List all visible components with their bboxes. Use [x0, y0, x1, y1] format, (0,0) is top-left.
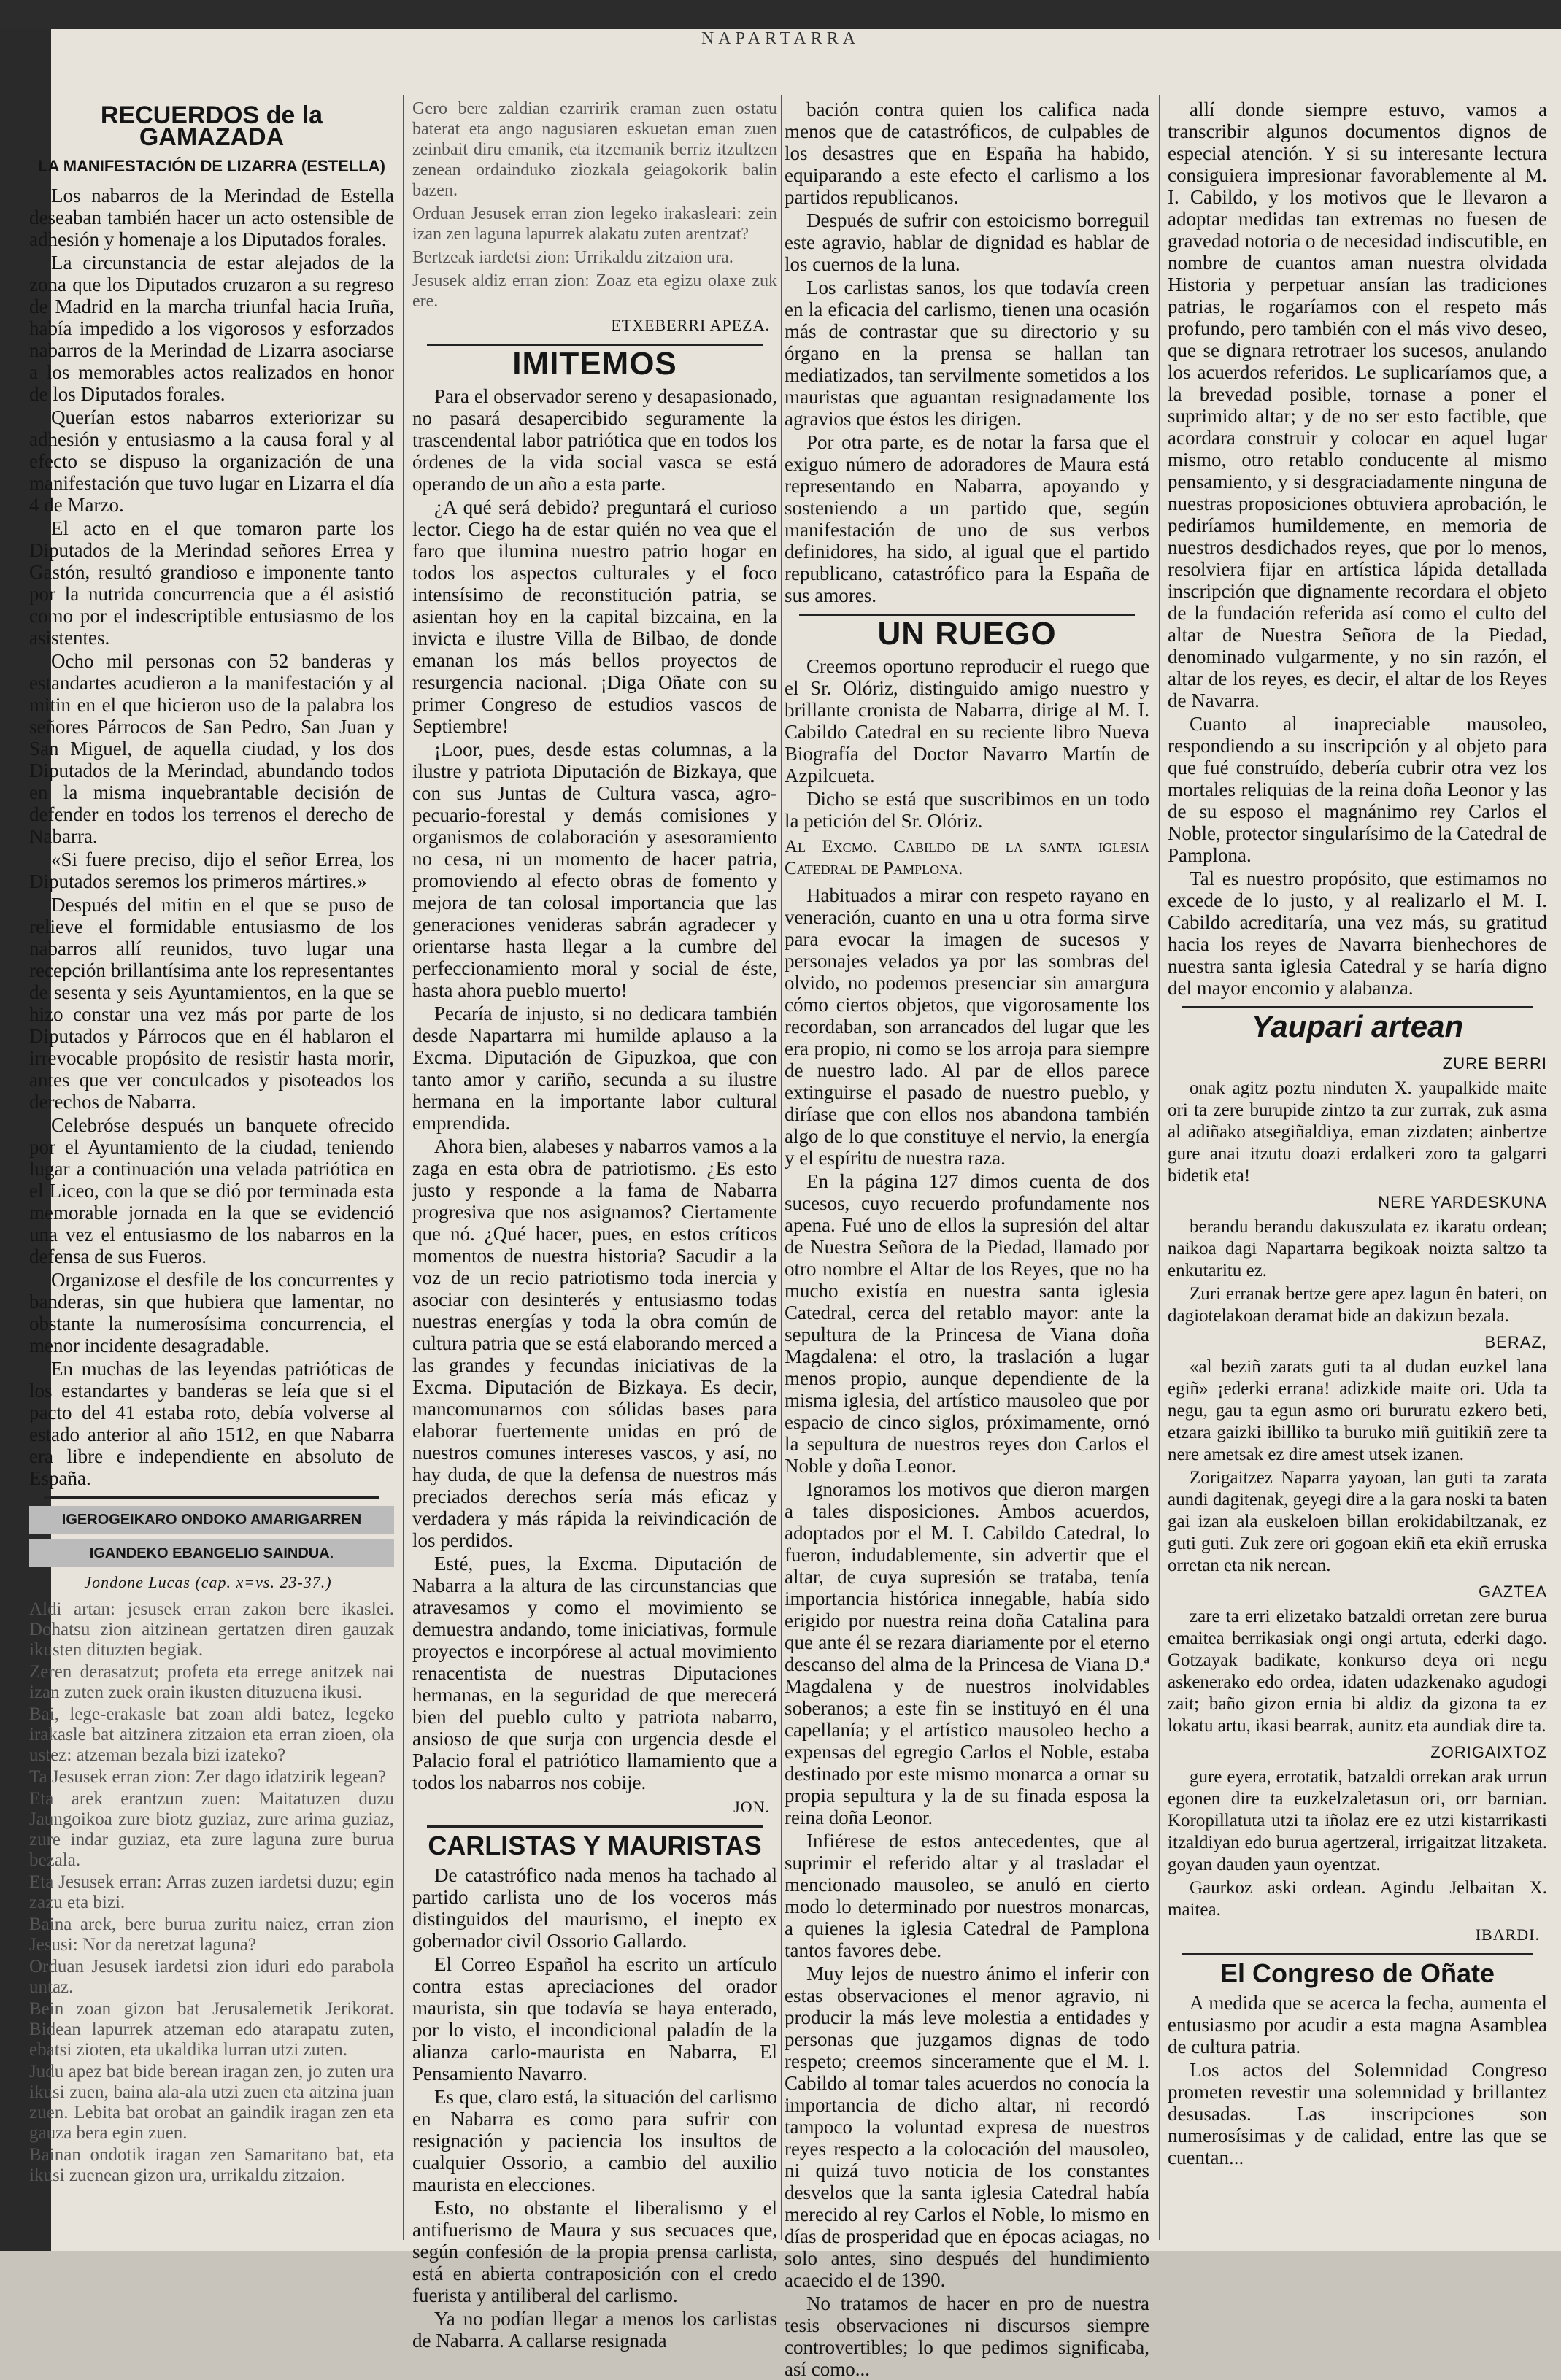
- paragraph: gure eyera, errotatik, batzaldi orrekan arak urrun egonen dire ta euzkelzaletasun ori, orr barnian. Koropillatuta utzi ta iñolaz ere ez utzi kistarrikasti itzaldiyan edo burua agertzeral, irrigaitzat litzaketa. goyan dauden yaun oyentzat.: [1168, 1767, 1547, 1874]
- paragraph: Dicho se está que suscribimos en un todo la petición del Sr. Olóriz.: [785, 788, 1149, 832]
- paragraph: Celebróse después un banquete ofrecido por el Ayuntamiento de la ciudad, teniendo lugar a continuación una velada patriótica en el Liceo, con la que se dió por terminada esta memorable jornada en la que se evidenció una vez el entusiasmo de los nabarros en la defensa de sus Fueros.: [29, 1114, 394, 1267]
- paragraph: Ahora bien, alabeses y nabarros vamos a la zaga en esta obra de patriotismo. ¿Es esto justo y responde a la fama de Nabarra progresiva que nos asignamos? Ciertamente que nó. ¿Qué hacer, pues, en estos críticos momentos de nuestra historia? Sacudir a la voz de un recio patriotismo toda inercia y asociar con desinterés y entusiasmo todas nuestras energías y toda la obra común de cultura patria que se está elaborando merced a las grandes y fecundas iniciativas de la Excma. Diputación de Bizkaya. Es decir, mancomunarnos con sólidas bases para elaborar fuertemente unidas en pró de nuestros comunes intereses vascos, y así, no hay duda, de que la defensa de nuestros más preciados derechos sería más eficaz y verdadera y más rápida la reivindicación de los perdidos.: [412, 1135, 777, 1551]
- paragraph: Organizose el desfile de los concurrentes y banderas, sin que hubiera que lamentar, no obstante la numerosísima concurrencia, el menor incidente desagradable.: [29, 1269, 394, 1356]
- paragraph: El Correo Español ha escrito un artículo contra estas apreciaciones del orador maurista, sin que todavía se haya enterado, por lo visto, el incondicional paladín de la alianza carlo-maurista en Nabarra, El Pensamiento Navarro.: [412, 1953, 777, 2085]
- column-divider: [1159, 95, 1160, 2240]
- ruego-continuation: [1168, 98, 1547, 999]
- paragraph: Los nabarros de la Merindad de Estella deseaban también hacer un acto ostensible de adhesión y homenaje a los Diputados forales.: [29, 185, 394, 250]
- imitemos-signature: JON.: [733, 1798, 770, 1816]
- paragraph: ¿A qué será debido? preguntará el curioso lector. Ciego ha de estar quién no vea que el faro que ilumina nuestro patrio hogar en todos los aspectos culturales y el foco intensísimo de reconstitución patria, se asientan hoy en la capital bizcaina, en la invicta e ilustre Villa de Bilbao, de donde emanan los más bellos proyectos de resurgencia nacional. ¡Diga Oñate con su primer Congreso de estudios vascos de Septiembre!: [412, 496, 777, 737]
- paragraph: Después de sufrir con estoicismo borreguil este agravio, hablar de dignidad es hablar de los cuernos de la luna.: [785, 209, 1149, 275]
- paragraph: Muy lejos de nuestro ánimo el inferir con estas observaciones el menor agravio, ni producir la más leve molestia a entidades y personas que juzgamos dignas de todo respeto; creemos sinceramente que el M. I. Cabildo al tomar tales acuerdos no conocía la importancia de dicho altar, ni recordó tampoco la voluntad expresa de nuestros reyes respecto a la colocación del mausoleo, ni quizá tuvo noticia de los constantes desvelos que la santa iglesia Catedral había merecido al rey Carlos el Noble, lo mismo en días de prosperidad que en épocas aciagas, no solo antes, sino después del hundimiento acaecido el de 1390.: [785, 1963, 1149, 2291]
- column-4: [1168, 98, 1547, 2240]
- separator-rule: [1182, 1006, 1533, 1008]
- column-1: [29, 98, 394, 2240]
- column-3: [785, 98, 1149, 2380]
- letter-heading: NERE YARDESKUNA: [1378, 1193, 1547, 1211]
- paragraph: allí donde siempre estuvo, vamos a transcribir algunos documentos dignos de especial atención. Y si su interesante lectura consiguiera impresionar favorablemente al M. I. Cabildo, y los motivos que le llevaron a adoptar medidas tan extremas no fuesen de gravedad notoria o de necesidad indiscutible, en nombre de cuantos aman nuestra olvidada Historia y perpetuar ansían las tradiciones patrias, le rogaríamos con el respeto más profundo, pero también con el más vivo deseo, que se dignara retrotraer los sucesos, anulando los acuerdos referidos. Le suplicaríamos que, a la brevedad posible, tornase a poner el suprimido altar; y de no ser esto factible, que acordara construir y colocar en aquel lugar mismo, otro retablo conducente al mismo pensamiento, y si desgraciadamente ninguna de nuestras proposiciones obtuviera aprobación, le pediríamos humildemente, en memoria de nuestros desdichados reyes, que por lo menos, resolviera fijar en artística lápida detallada inscripción que dignamente recordara el objeto de la fundación referida así como el culto del altar de Nuestra Señora de la Piedad, denominado vulgarmente, y no sin razón, el altar de los reyes, es decir, el altar de los Reyes de Navarra.: [1168, 98, 1547, 711]
- ruego-intro: [785, 655, 1149, 832]
- paragraph: Ta Jesusek erran zion: Zer dago idatzirik legean?: [29, 1767, 387, 1787]
- paragraph: En muchas de las leyendas patrióticas de los estandartes y banderas se leía que si el pacto del 41 estaba roto, debía volverse al estado anterior al año 1512, en que Nabarra era libre e independiente en absoluto de España.: [29, 1358, 394, 1489]
- bulletin-body: [29, 1599, 394, 2186]
- bulletin-reference: Jondone Lucas (cap. x=vs. 23-37.): [84, 1573, 332, 1591]
- paragraph: Zeren derasatzut; profeta eta errege anitzek nai izan zuten zuek orain ikusten dituzuena ikusi.: [29, 1662, 394, 1702]
- paragraph: bación contra quien los califica nada menos que de catastróficos, de culpables de los desastres que en España ha habido, equiparando a este efecto el carlismo a los partidos republicanos.: [785, 98, 1149, 208]
- article-title-congreso: El Congreso de Oñate: [1219, 1958, 1495, 1988]
- paragraph: Por otra parte, es de notar la farsa que el exiguo número de adoradores de Maura está representando en Nabarra, apoyando y sosteniendo a un partido que, según manifestación de uno de sus verbos definidores, ha sido, al igual que el partido republicano, catastrófico para la España de sus amores.: [785, 431, 1149, 606]
- paragraph: Gaurkoz aski ordean. Agindu Jelbaitan X. maitea.: [1168, 1878, 1547, 1920]
- paragraph: Gero bere zaldian ezarririk eraman zuen ostatu baterat eta ango nagusiaren eskuetan eman zuen zeinbait diru emanik, eta itzemanik berriz itzultzen zenean ordainduko ziozkala geiagokorik balin bazen.: [412, 99, 777, 200]
- paragraph: berandu berandu dakuszulata ez ikaratu ordean; naikoa dagi Napartarra begikoak noizta saltzo ta enkutaritu ez.: [1168, 1217, 1547, 1280]
- article-title-gamazada: RECUERDOS de la GAMAZADA: [100, 101, 323, 151]
- article-body-ruego: [785, 884, 1149, 2380]
- paragraph: Tal es nuestro propósito, que estimamos no excede de lo justo, y al realizarlo el M. I. Cabildo acreditaría, una vez más, su gratitud hacia los reyes de Navarra bienhechores de nuestra santa iglesia Catedral y se haría digno del mayor encomio y alabanza.: [1168, 868, 1547, 999]
- paragraph: El acto en el que tomaron parte los Diputados de la Merindad señores Errea y Gastón, resultó grandioso e imponente tanto por la nutrida concurrencia que a él asistió como por el indescriptible entusiasmo de los asistentes.: [29, 517, 394, 649]
- letter-heading: BERAZ,: [1484, 1333, 1547, 1351]
- paragraph: «Si fuere preciso, dijo el señor Errea, los Diputados seremos los primeros mártires.»: [29, 849, 394, 892]
- article-body-carlistas: [412, 1864, 777, 2352]
- paragraph: Esté, pues, la Excma. Diputación de Nabarra a la altura de las circunstancias que atravesamos y como el movimiento se demuestra andando, tome iniciativas, formule proyectos e incorpórese al actual movimiento renacentista de nuestras Diputaciones hermanas, en la seguridad de que merecerá bien del pueblo culto y patriota nabarro, ansioso de que surja con urgencia desde el Palacio foral el patriótico llamamiento que a todos los nabarros nos cobije.: [412, 1553, 777, 1793]
- yaupari-signature: IBARDI.: [1475, 1925, 1540, 1944]
- paragraph: Aldi artan: jesusek erran zakon bere ikaslei. Dohatsu zion aitzinean gertatzen diren gauzak ikusten dituzten begiak.: [29, 1599, 394, 1660]
- paragraph: A medida que se acerca la fecha, aumenta el entusiasmo por acudir a esta magna Asamblea de cultura patria.: [1168, 1992, 1547, 2058]
- paragraph: Infiérese de estos antecedentes, que al suprimir el referido altar y al trasladar el mencionado mausoleo, se anuló en cierto modo lo determinado por nuestros monarcas, a quienes la iglesia Catedral de Pamplona tantos favores debe.: [785, 1830, 1149, 1961]
- letter-heading: ZURE BERRI: [1442, 1054, 1547, 1073]
- article-body-gamazada: [29, 185, 394, 1489]
- gospel-continuation: [412, 98, 777, 312]
- paragraph: Orduan Jesusek iardetsi zion iduri edo parabola untaz.: [29, 1957, 394, 1997]
- paragraph: Judu apez bat bide berean iragan zen, jo zuten ura ikusi zuen, baina ala-ala utzi zuen eta aitzina juan zuen. Lebita bat orobat an gaindik iragan zen eta gauza bera egin zuen.: [29, 2062, 394, 2143]
- masthead: NAPARTARRA: [701, 29, 860, 48]
- paragraph: Ocho mil personas con 52 banderas y estandartes acudieron a la manifestación y al mitin en el que hicieron uso de la palabra los señores Párrocos de San Pedro, San Juan y San Miguel, de aquella ciudad, y los dos Diputados de la Merindad, abundando todos en la misma inquebrantable decisión de defender en todos los terrenos el derecho de Nabarra.: [29, 650, 394, 847]
- paragraph: Bein zoan gizon bat Jerusalemetik Jerikorat. Bidean lapurrek atzeman edo atarapatu zuten, ebatsi zioten, eta ukaldika lurran utzi zuten.: [29, 1999, 394, 2060]
- paragraph: En la página 127 dimos cuenta de dos sucesos, cuyo recuerdo profundamente nos apena. Fué uno de ellos la supresión del altar de Nuestra Señora de la Piedad, llamado por otro nombre el Altar de los Reyes, que no ha mucho existía en nuestra santa iglesia Catedral, cerca del retablo mayor: ante la sepultura de la Princesa de Viana doña Magdalena: el otro, la traslación a lugar menos propio, aunque dependiente de la misma iglesia, del artístico mausoleo que por espacio de cinco siglos, próximamente, ornó la sepultura de nuestros reyes don Carlos el Noble y doña Leonor.: [785, 1170, 1149, 1477]
- paragraph: Pecaría de injusto, si no dedicara también desde Napartarra mi humilde aplauso a la Excma. Diputación de Gipuzkoa, que con tanto amor y cariño, secunda a su ilustre hermana en la importante labor cultural emprendida.: [412, 1002, 777, 1134]
- paragraph: Eta arek erantzun zuen: Maitatuzen duzu Jaungoikoa zure biotz guziaz, zure arima guziaz, zure indar guziaz, eta zure laguna zure burua bezala.: [29, 1789, 394, 1870]
- paragraph: Los carlistas sanos, los que todavía creen en la eficacia del carlismo, tienen una ocasión más de contrastar que su directorio y su órgano en la prensa se hallan tan mediatizados, tan servilmente sometidos a los mauristas que aguantan resignadamente los agravios que éstos les dirigen.: [785, 277, 1149, 430]
- paragraph: Querían estos nabarros exteriorizar su adhesión y entusiasmo a la causa foral y al efecto se dispuso la organización de una manifestación que tuvo lugar en Lizarra el día 4 de Marzo.: [29, 406, 394, 516]
- paragraph: zare ta erri elizetako batzaldi orretan zere burua emaitea berrikasiak ongi ongi artuta, ederki dago. Gotzayak badikate, konkurso deya ori negu askenerako edo ordea, idaten udazkenako agudogi zait; baño gizon ernia bi aldiz da gizona ta ez lokatu artu, ikasi bearrak, aunitz eta aundiak dire ta.: [1168, 1607, 1547, 1736]
- article-title-imitemos: IMITEMOS: [512, 346, 677, 382]
- carlistas-continuation: [785, 98, 1149, 606]
- paragraph: No tratamos de hacer en pro de nuestra tesis observaciones ni discursos siempre controvertibles; lo que pedimos significaba, así como...: [785, 2292, 1149, 2380]
- column-divider: [403, 95, 404, 2240]
- paragraph: Bertzeak iardetsi zion: Urrikaldu zitzaion ura.: [412, 248, 733, 267]
- paragraph: Baina arek, bere burua zuritu naiez, erran zion Jesusi: Nor da neretzat laguna?: [29, 1915, 394, 1955]
- paragraph: ¡Loor, pues, desde estas columnas, a la ilustre y patriota Diputación de Bizkaya, que con sus Juntas de Cultura vasca, agro-pecuario-forestal y demás comisiones y organismos de colaboración y asesoramiento no cesa, ni un momento de hacer patria, promoviendo al efecto obras de fomento y mejora de tan colosal importancia que las generaciones venideras sabrán agradecer y orientarse hasta llegar a la cumbre del perfeccionamiento moral y social de éste, hasta ahora pueblo muerto!: [412, 738, 777, 1001]
- paragraph: Esto, no obstante el liberalismo y el antifuerismo de Maura y sus secuaces que, según confesión de la propia prensa carlista, está en abierta contraposición con el credo fuerista y antiliberal del carlismo.: [412, 2197, 777, 2306]
- column-2: [412, 98, 777, 2352]
- paragraph: Habituados a mirar con respeto rayano en veneración, cuanto en una u otra forma sirve para evocar la imagen de sucesos y personajes velados ya por las sombras del olvido, no podemos presenciar sin amargura cómo ciertos objetos, que vigorosamente los recordaban, son arrancados del lugar que les era propio, ni como se los arroja para siempre de nuestro lado. Al par de ellos parece extinguirse el pasado de nuestro pueblo, y diríase que con ellos nos abandona también algo de lo que constituye el nervio, la energía y el espíritu de nuestra raza.: [785, 884, 1149, 1169]
- paragraph: Cuanto al inapreciable mausoleo, respondiendo a su inscripción y al objeto para que fué construído, debería cubrir otra vez los mortales reliquias de la reina doña Leonor y las de su esposo el magnánimo rey Carlos el Noble, protector singularísimo de la Catedral de Pamplona.: [1168, 713, 1547, 866]
- paragraph: Jesusek aldiz erran zion: Zoaz eta egizu olaxe zuk ere.: [412, 271, 777, 311]
- paragraph: La circunstancia de estar alejados de la zona que los Diputados cruzaron a su regreso de Madrid en la marcha triunfal hacia Iruña, había impedido a los vigorosos y esforzados nabarros de la Merindad de Lizarra asociarse a los memorables actos realizados en honor de los Diputados forales.: [29, 252, 394, 405]
- gospel-signature: ETXEBERRI APEZA.: [611, 316, 770, 334]
- article-title-yaupari: Yaupari artean: [1251, 1009, 1464, 1043]
- paragraph: Ya no podían llegar a menos los carlistas de Nabarra. A callarse resignada: [412, 2308, 777, 2352]
- separator-rule: [44, 1496, 379, 1499]
- ruego-address: Al Excmo. Cabildo de la santa iglesia Catedral de Pamplona.: [785, 837, 1149, 878]
- letter-heading: GAZTEA: [1478, 1583, 1547, 1601]
- column-divider: [781, 95, 782, 2240]
- paragraph: De catastrófico nada menos ha tachado al partido carlista uno de los voceros más distinguidos del maurismo, el inepto ex gobernador civil Ossorio Gallardo.: [412, 1864, 777, 1952]
- separator-rule: [427, 1825, 763, 1828]
- paragraph: Bainan ondotik iragan zen Samaritano bat, eta ikusi zuenean gizon ura, urrikaldu zitzaion.: [29, 2145, 394, 2185]
- paragraph: Es que, claro está, la situación del carlismo en Nabarra es como para sufrir con resignación y paciencia los insultos de cualquier Ossorio, a cambio del auxilio maurista en elecciones.: [412, 2086, 777, 2195]
- separator-rule: [1182, 1953, 1533, 1955]
- article-title-carlistas: CARLISTAS Y MAURISTAS: [428, 1831, 762, 1861]
- article-subtitle-lizarra: LA MANIFESTACIÓN DE LIZARRA (ESTELLA): [38, 157, 385, 175]
- paragraph: Los actos del Solemnidad Congreso prometen revestir una solemnidad y brillantez desusadas. Las inscripciones son numerosísimas y de calidad, entre las que se cuentan...: [1168, 2059, 1547, 2168]
- article-body-yaupari: [1168, 1053, 1547, 1921]
- paragraph: Orduan Jesusek erran zion legeko irakasleari: zein izan zen laguna lapurrek alakatu zuten arentzat?: [412, 204, 777, 244]
- article-body-imitemos: [412, 385, 777, 1793]
- paragraph: Después del mitin en el que se puso de relieve el formidable entusiasmo de los nabarros allí reunidos, tuvo lugar una recepción brillantísima ante los representantes de sesenta y seis Ayuntamientos, en la que se hizo constar una vez más por parte de los Diputados y Párrocos que en él hablaron el irrevocable propósito de resistir hasta morir, antes que ver conculcados y pisoteados los derechos de Nabarra.: [29, 894, 394, 1113]
- paragraph: Bai, lege-erakasle bat zoan aldi batez, legeko irakasle bat aitzinera zitzaion eta erran zioen, ola ustez: atzeman bezala bizi izateko?: [29, 1704, 394, 1765]
- paragraph: Ignoramos los motivos que dieron margen a tales disposiciones. Ambos acuerdos, adoptados por el M. I. Cabildo Catedral, lo fueron, indudablemente, sin advertir que el altar, de cuya supresión se trataba, tenía importancia histórica innegable, había sido erigido por nuestra reina doña Catalina para que ante él se rezara diariamente por el eterno descanso del alma de la Princesa de Viana D.ª Magdalena y de nuestros inolvidables soberanos; a este fin se instituyó en él una capellanía; y el artístico mausoleo hecho a expensas del egregio Carlos el Noble, estaba destinado por este mismo monarca a ornar su propia sepultura y la de su finada esposa la reina doña Leonor.: [785, 1478, 1149, 1828]
- bulletin-heading-1: IGEROGEIKARO ONDOKO AMARIGARREN: [29, 1506, 394, 1534]
- paragraph: «al beziñ zarats guti ta al dudan euzkel lana egiñ» ¡ederki errana! adizkide maite ori. Uda ta negu, gau ta egun asmo ori bururatu ezkero beti, etzara gaizki ibilliko ta buruko miñ guitikiñ zere ta nere ametsak ez dire amest utsek izanen.: [1168, 1357, 1547, 1464]
- article-body-congreso: [1168, 1992, 1547, 2168]
- scan-border-top: [0, 0, 1561, 29]
- paragraph: onak agitz poztu ninduten X. yaupalkide maite ori ta zere burupide zintzo ta zur zurrak, zuk asma al adiñako atsegiñaldiya, eman zizdaten; ainbertze gure anai itzutu doazi erdalkeri zoro ta galgarri bidetik eta!: [1168, 1078, 1547, 1186]
- paragraph: Zorigaitzez Naparra yayoan, lan guti ta zarata aundi dagitenak, geyegi dire a la gara noski ta baten gai izan ala euskeloen billan erokidabiltzanak, ez guti guti. Zuk zere ori gogoan ekiñ eta ekiñ erruska orretan eta nik nerean.: [1168, 1468, 1547, 1575]
- letter-heading: ZORIGAIXTOZ: [1430, 1743, 1547, 1761]
- bulletin-heading-2: IGANDEKO EBANGELIO SAINDUA.: [29, 1539, 394, 1567]
- paragraph: Creemos oportuno reproducir el ruego que el Sr. Olóriz, distinguido amigo nuestro y brillante cronista de Nabarra, dirige al M. I. Cabildo Catedral en su reciente libro Nueva Biografía del Doctor Navarro Martín de Azpilcueta.: [785, 655, 1149, 787]
- paragraph: Eta Jesusek erran: Arras zuzen iardetsi duzu; egin zazu eta bizi.: [29, 1872, 394, 1912]
- article-title-ruego: UN RUEGO: [877, 616, 1057, 652]
- paragraph: Para el observador sereno y desapasionado, no pasará desapercibido seguramente la trascendental labor patriótica que en todos los órdenes de la vida social vasca se está operando de un año a esta parte.: [412, 385, 777, 495]
- paragraph: Zuri erranak bertze gere apez lagun ên bateri, on dagiotelakoan deramat bide an dakizun bezala.: [1168, 1284, 1547, 1326]
